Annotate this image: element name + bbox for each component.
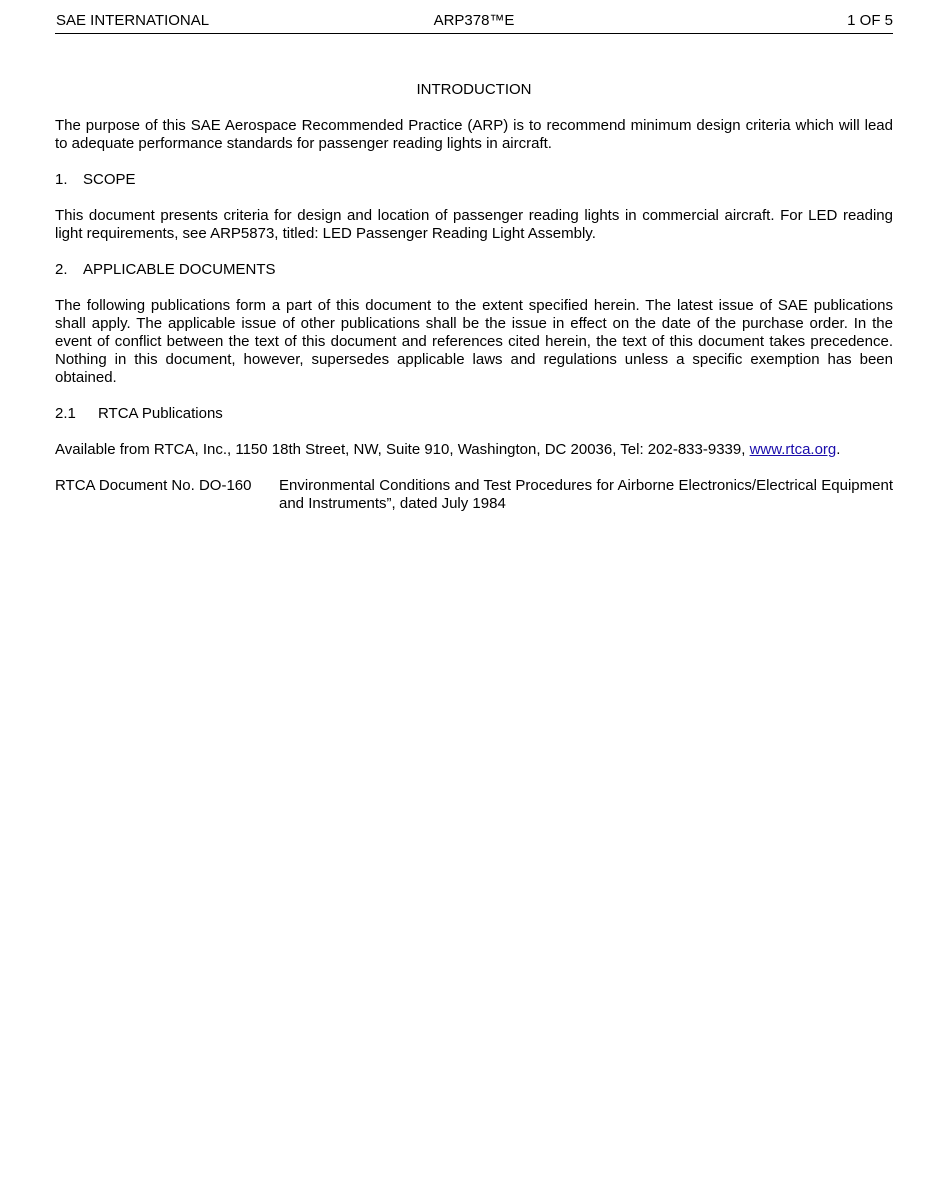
page-number: 1 OF 5 (847, 12, 893, 29)
organization-name: SAE INTERNATIONAL (56, 12, 210, 29)
section-1-title: SCOPE (83, 171, 136, 188)
reference-document-title: Environmental Conditions and Test Procedures for Airborne Electronics/Electrical Equipment and Instruments”, dated July 1984 (279, 477, 893, 512)
rtca-availability-end: . (836, 441, 841, 458)
section-1-number: 1. (55, 171, 68, 188)
section-2-heading (55, 261, 893, 279)
introduction-paragraph: The purpose of this SAE Aerospace Recommended Practice (ARP) is to recommend minimum design criteria which will lead to adequate performance standards for passenger reading lights in aircraft. (55, 117, 893, 152)
section-2-1-heading (55, 405, 893, 423)
scope-paragraph: This document presents criteria for design and location of passenger reading lights in commercial aircraft. For LED reading light requirements, see ARP5873, titled: LED Passenger Reading Light Assembly. (55, 207, 893, 242)
rtca-availability (55, 441, 893, 459)
section-2-title: APPLICABLE DOCUMENTS (83, 261, 276, 278)
section-2-1-title: RTCA Publications (98, 405, 223, 422)
reference-document-number: RTCA Document No. DO-160 (55, 477, 252, 494)
introduction-heading: INTRODUCTION (416, 81, 532, 98)
reference-entry (55, 477, 893, 513)
section-2-1-number: 2.1 (55, 405, 76, 422)
rtca-website-link[interactable]: www.rtca.org (749, 441, 837, 458)
page-header (55, 11, 893, 34)
section-2-number: 2. (55, 261, 68, 278)
applicable-documents-paragraph: The following publications form a part of this document to the extent specified herein. The latest issue of SAE publications shall apply. The applicable issue of other publications shall be the issue in effect on the date of the purchase order. In the event of conflict between the text of this document and references cited herein, the text of this document takes precedence. Nothing in this document, however, supersedes applicable laws and regulations unless a specific exemption has been obtained. (55, 297, 893, 386)
document-number: ARP378™E (433, 12, 515, 29)
section-1-heading (55, 171, 893, 189)
document-body (55, 81, 893, 513)
rtca-availability-text: Available from RTCA, Inc., 1150 18th Street, NW, Suite 910, Washington, DC 20036, Tel: 202-833-9339, (55, 441, 750, 458)
